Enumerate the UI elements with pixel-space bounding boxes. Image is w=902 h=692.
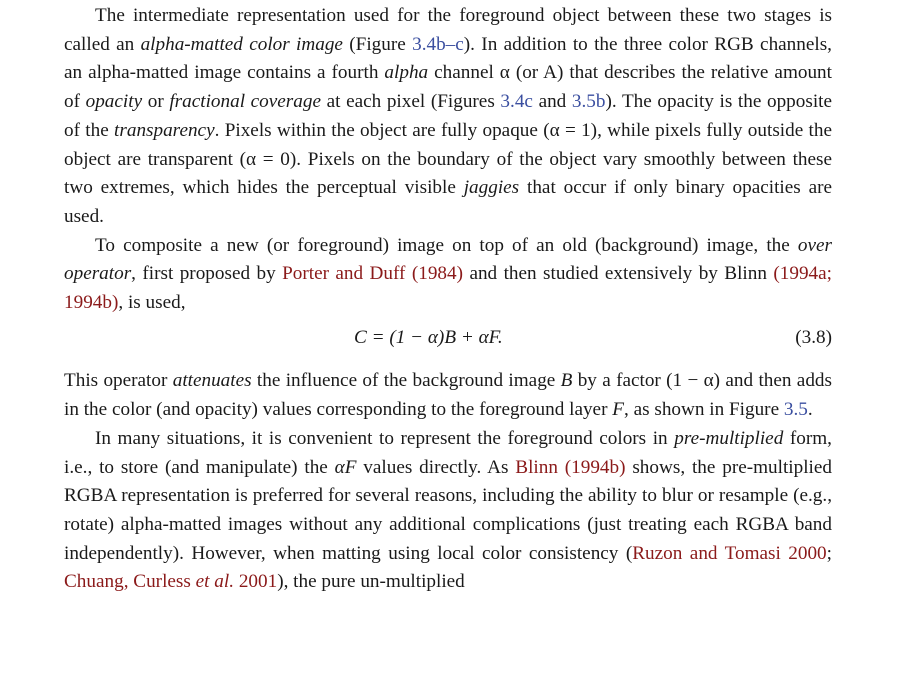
text: , is used, <box>118 292 186 314</box>
page-body <box>64 2 832 597</box>
text: . <box>807 399 813 421</box>
citation-year: 2001 <box>234 571 278 593</box>
text: This operator <box>64 370 173 392</box>
citation-porter-duff-1984[interactable]: Porter and Duff (1984) <box>282 263 464 285</box>
text: that occur if only binary opacities are used. <box>64 177 832 227</box>
equation-number: (3.8) <box>795 326 832 348</box>
figure-link-3-4b-c[interactable]: 3.4b–c <box>412 33 464 55</box>
text: form, i.e., to store (and manipulate) the <box>64 427 832 478</box>
term-opacity: opacity <box>85 91 143 113</box>
term-jaggies: jaggies <box>463 177 520 199</box>
text: , first proposed by <box>131 263 283 285</box>
term-alpha: alpha <box>384 62 429 84</box>
text: In many situations, it is convenient to represent the foreground colors in <box>95 427 675 449</box>
term-over-operator: over operator <box>64 234 832 285</box>
text: at each pixel (Figures <box>320 91 501 113</box>
term-pre-multiplied: pre-multiplied <box>674 427 784 449</box>
text: by a factor (1 − α) and then adds in the color (and opacity) values corresponding to the foreground layer <box>64 370 832 421</box>
citation-et-al: et al. <box>195 571 235 593</box>
paragraph-attenuates <box>64 367 832 424</box>
citation-blinn-1994[interactable]: (1994a; 1994b) <box>64 263 833 314</box>
paragraph-over-operator <box>64 232 832 318</box>
text: channel α (or A) that describes the relative amount of <box>64 62 832 113</box>
figure-link-3-5[interactable]: 3.5 <box>783 399 808 421</box>
text: and <box>532 91 572 113</box>
text: (Figure <box>342 33 413 55</box>
figure-link-3-4c[interactable]: 3.4c <box>500 91 533 113</box>
text: values directly. As <box>356 456 516 478</box>
citation-chuang-curless-2001[interactable] <box>64 571 277 592</box>
text: The intermediate representation used for the foreground object between these two stages is called an <box>64 5 832 55</box>
term-alpha-matted-color-image: alpha-matted color image <box>140 33 343 55</box>
math-alpha-f: αF <box>334 456 357 478</box>
term-attenuates: attenuates <box>172 370 252 392</box>
text: ). The opacity is the opposite of the <box>64 91 833 141</box>
text: , as shown in Figure <box>624 399 784 421</box>
equation-3-8 <box>64 324 832 353</box>
text: and then studied extensively by Blinn <box>463 263 774 285</box>
text: shows, the pre-multiplied RGBA representation is preferred for several reasons, including the ability to blur or resample (e.g., rotate) alpha-matted images without any additional complications (just treating each RGBA band independently). However, when matting using local color consistency ( <box>64 456 832 564</box>
citation-ruzon-tomasi-2000[interactable]: Ruzon and Tomasi 2000 <box>632 542 827 564</box>
term-transparency: transparency <box>114 119 215 141</box>
paragraph-alpha-matte <box>64 2 832 232</box>
equation-formula: C = (1 − α)B + αF. <box>354 326 503 348</box>
text: the influence of the background image <box>251 370 561 392</box>
citation-blinn-1994b[interactable]: Blinn (1994b) <box>515 456 626 478</box>
text: ; <box>826 542 832 564</box>
text: or <box>142 91 170 113</box>
text: To composite a new (or foreground) image on top of an old (background) image, the <box>95 234 798 256</box>
math-b: B <box>560 370 573 392</box>
text: ), the pure un-multiplied <box>277 571 465 593</box>
text: ). In addition to the three color RGB channels, an alpha-matted image contains a fourth <box>64 33 832 84</box>
figure-link-3-5b[interactable]: 3.5b <box>571 91 606 113</box>
math-f: F <box>612 399 624 421</box>
paragraph-pre-multiplied <box>64 425 832 597</box>
citation-text: Chuang, Curless <box>64 571 196 593</box>
text: . Pixels within the object are fully opaque (α = 1), while pixels fully outside the object are transparent (α = 0). Pixels on the boundary of the object vary smoothly between these two extremes, which hides the perceptual visible <box>64 119 832 199</box>
term-fractional-coverage: fractional coverage <box>169 91 321 113</box>
